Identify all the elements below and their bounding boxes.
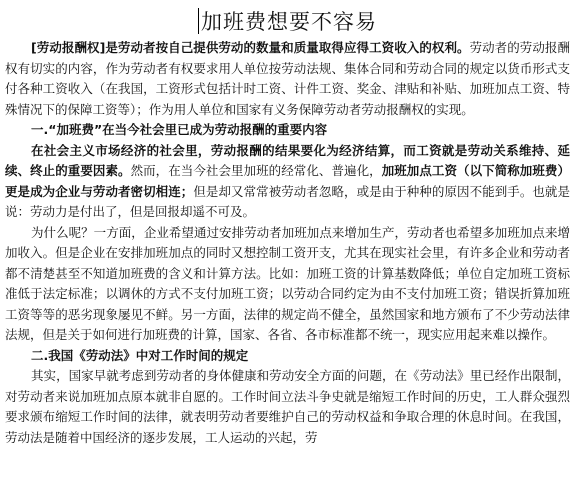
section1-p1-text1: 然而，在当今社会里加班的经常化、普遍化，	[130, 163, 382, 178]
section1-paragraph1[interactable]	[5, 141, 570, 223]
intro-bold-lead: [劳动报酬权]是劳动者按自己提供劳动的数量和质量取得应得工资收入的权利。	[31, 40, 470, 55]
section1-paragraph2[interactable]: 为什么呢？一方面，企业希望通过安排劳动者加班加点来增加生产，劳动者也希望多加班加点来增加收入。但是企业在安排加班加点的同时又想控制工资开支，尤其在现实社会里，有许多企业和劳动者都不清楚甚至不知道加班费的含义和计算方法。比如：加班工资的计算基数降低；单位自定加班工资标准低于法定标准；以调休的方式不支付加班工资；以劳动合同约定为由不支付加班工资；错误折算加班工资等等的恶劣现象屡见不鲜。另一方面，法律的规定尚不健全，虽然国家和地方颁布了不少劳动法律法规，但是关于如何进行加班费的计算，国家、各省、各市标准都不统一，现实应用起来难以操作。	[5, 224, 570, 342]
section1-p1-text2: 但是却又常常被劳动者忽略，或是由于种种的原因不能到手。也就是说：劳动力是付出了，但是回报却遥不可及。	[5, 183, 570, 219]
document-title[interactable]: 加班费想要不容易	[201, 10, 377, 34]
section2-heading[interactable]: 二.我国《劳动法》中对工作时间的规定	[31, 347, 249, 363]
section2-paragraph1[interactable]: 其实，国家早就考虑到劳动者的身体健康和劳动安全方面的问题，在《劳动法》里已经作出限制，对劳动者来说加班加点原本就非自愿的。工作时间立法斗争史就是缩短工作时间的历史，工人群众强烈要求颁布缩短工作时间的法律，就表明劳动者要维护自己的劳动权益和争取合理的休息时间。在我国，劳动法是随着中国经济的逐步发展，工人运动的兴起，劳	[5, 368, 570, 445]
section1-p1-bold1: 在社会主义市场经济的社会里，劳动报酬的结果要化为经济结算，而工资就是劳动关系维持、延续、终止的重要因素。	[5, 142, 570, 178]
text-cursor	[198, 8, 199, 34]
intro-text: 劳动者的劳动报酬权有切实的内容，作为劳动者有权要求用人单位按劳动法规、集体合同和劳动合同的规定以货币形式支付各种工资收入（在我国，工资形式包括计时工资、计件工资、奖金、津贴和补贴、加班加点工资、特殊情况下的保障工资等）；作为用人单位和国家有义务保障劳动者劳动报酬权的实现。	[5, 40, 570, 117]
intro-paragraph[interactable]	[5, 38, 570, 120]
section1-p1-bold2: 加班加点工资（以下简称加班费）更是成为企业与劳动者密切相连；	[5, 163, 570, 199]
title-row	[5, 4, 570, 38]
section1-heading[interactable]: 一.“加班费”在当今社会里已成为劳动报酬的重要内容	[31, 122, 328, 137]
